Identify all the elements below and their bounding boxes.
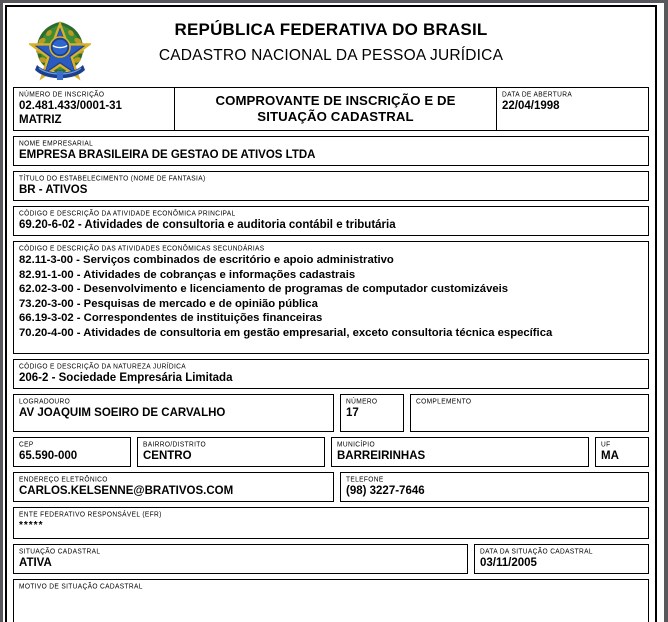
field-email — [13, 472, 334, 502]
primary-activity-row — [13, 206, 649, 236]
window-frame-top — [0, 0, 668, 3]
opening-date-value: 22/04/1998 — [502, 100, 560, 112]
field-complement — [410, 394, 649, 432]
street-value: AV JOAQUIM SOEIRO DE CARVALHO — [19, 407, 226, 419]
document-header — [13, 7, 649, 87]
field-label: CÓDIGO E DESCRIÇÃO DA ATIVIDADE ECONÔMICA PRINCIPAL — [19, 210, 236, 218]
field-legal-nature — [13, 359, 649, 389]
status-reason-row — [13, 579, 649, 622]
field-label: NÚMERO DE INSCRIÇÃO — [19, 91, 105, 99]
secondary-activity-item: 62.02-3-00 - Desenvolvimento e licenciamento de programas de computador customizáveis — [19, 283, 509, 296]
company-name-value: EMPRESA BRASILEIRA DE GESTAO DE ATIVOS LTDA — [19, 149, 316, 161]
field-label: COMPLEMENTO — [416, 398, 472, 406]
company-name-row — [13, 136, 649, 166]
inscription-type-value: MATRIZ — [19, 114, 62, 126]
field-label: ENDEREÇO ELETRÔNICO — [19, 476, 108, 484]
brazil-coat-of-arms-icon — [29, 15, 91, 81]
field-label: SITUAÇÃO CADASTRAL — [19, 548, 101, 556]
field-phone — [340, 472, 649, 502]
field-zip — [13, 437, 131, 467]
field-state — [595, 437, 649, 467]
field-label: MOTIVO DE SITUAÇÃO CADASTRAL — [19, 583, 143, 591]
field-label: NOME EMPRESARIAL — [19, 140, 94, 148]
certificate-header-row — [13, 87, 649, 131]
locality-row — [13, 437, 649, 467]
field-district — [137, 437, 325, 467]
field-label: DATA DA SITUAÇÃO CADASTRAL — [480, 548, 593, 556]
field-label: MUNICÍPIO — [337, 441, 375, 449]
field-label: LOGRADOURO — [19, 398, 71, 406]
field-city — [331, 437, 589, 467]
field-label: BAIRRO/DISTRITO — [143, 441, 207, 449]
page-title: REPÚBLICA FEDERATIVA DO BRASIL — [174, 20, 488, 39]
status-date-value: 03/11/2005 — [480, 557, 537, 569]
efr-value: ***** — [19, 520, 44, 531]
email-value: CARLOS.KELSENNE@BRATIVOS.COM — [19, 485, 234, 497]
city-value: BARREIRINHAS — [337, 450, 426, 462]
secondary-activity-item: 82.11-3-00 - Serviços combinados de escritório e apoio administrativo — [19, 254, 394, 266]
field-trade-name — [13, 171, 649, 201]
certificate-heading-text: COMPROVANTE DE INSCRIÇÃO E DE SITUAÇÃO CADASTRAL — [215, 93, 456, 124]
field-label: TÍTULO DO ESTABELECIMENTO (NOME DE FANTASIA) — [19, 175, 206, 183]
secondary-activity-item: 66.19-3-02 - Correspondentes de instituições financeiras — [19, 312, 323, 325]
trade-name-value: BR - ATIVOS — [19, 184, 88, 196]
legal-nature-row — [13, 359, 649, 389]
secondary-activity-item: 73.20-3-00 - Pesquisas de mercado e de opinião pública — [19, 297, 318, 310]
field-street-number — [340, 394, 404, 432]
street-number-value: 17 — [346, 407, 359, 419]
field-status-reason — [13, 579, 649, 622]
page-subtitle: CADASTRO NACIONAL DA PESSOA JURÍDICA — [158, 47, 504, 64]
window-frame-left — [0, 0, 3, 622]
document-sheet — [5, 5, 657, 622]
legal-nature-value: 206-2 - Sociedade Empresária Limitada — [19, 372, 233, 384]
field-label: TELEFONE — [346, 476, 384, 484]
secondary-activities-row — [13, 241, 649, 354]
field-secondary-activities — [13, 241, 649, 354]
field-status-date — [474, 544, 649, 574]
secondary-activity-item: 82.91-1-00 - Atividades de cobranças e informações cadastrais — [19, 268, 356, 281]
secondary-activity-item: 70.20-4-00 - Atividades de consultoria em gestão empresarial, exceto consultoria técnica específica — [19, 326, 553, 339]
street-row — [13, 394, 649, 432]
phone-value: (98) 3227-7646 — [346, 485, 425, 497]
inscription-number-value: 02.481.433/0001-31 — [19, 100, 122, 112]
field-label: CÓDIGO E DESCRIÇÃO DA NATUREZA JURÍDICA — [19, 363, 187, 371]
status-row — [13, 544, 649, 574]
field-label: ENTE FEDERATIVO RESPONSÁVEL (EFR) — [19, 511, 162, 519]
field-opening-date — [497, 87, 649, 131]
registration-status-value: ATIVA — [19, 557, 52, 569]
field-company-name — [13, 136, 649, 166]
field-registration-status — [13, 544, 468, 574]
field-street — [13, 394, 334, 432]
field-label: CÓDIGO E DESCRIÇÃO DAS ATIVIDADES ECONÔMICAS SECUNDÁRIAS — [19, 245, 265, 253]
state-value: MA — [601, 450, 619, 462]
field-label: DATA DE ABERTURA — [502, 91, 573, 99]
field-inscription-number — [13, 87, 175, 131]
field-label: UF — [601, 441, 611, 449]
field-label: CEP — [19, 441, 34, 449]
certificate-heading — [175, 87, 497, 131]
window-frame-right — [664, 0, 668, 622]
zip-value: 65.590-000 — [19, 450, 78, 462]
district-value: CENTRO — [143, 450, 192, 462]
field-label: NÚMERO — [346, 398, 378, 406]
trade-name-row — [13, 171, 649, 201]
field-primary-activity — [13, 206, 649, 236]
efr-row — [13, 507, 649, 539]
primary-activity-value: 69.20-6-02 - Atividades de consultoria e auditoria contábil e tributária — [19, 219, 396, 231]
field-efr — [13, 507, 649, 539]
contact-row — [13, 472, 649, 502]
